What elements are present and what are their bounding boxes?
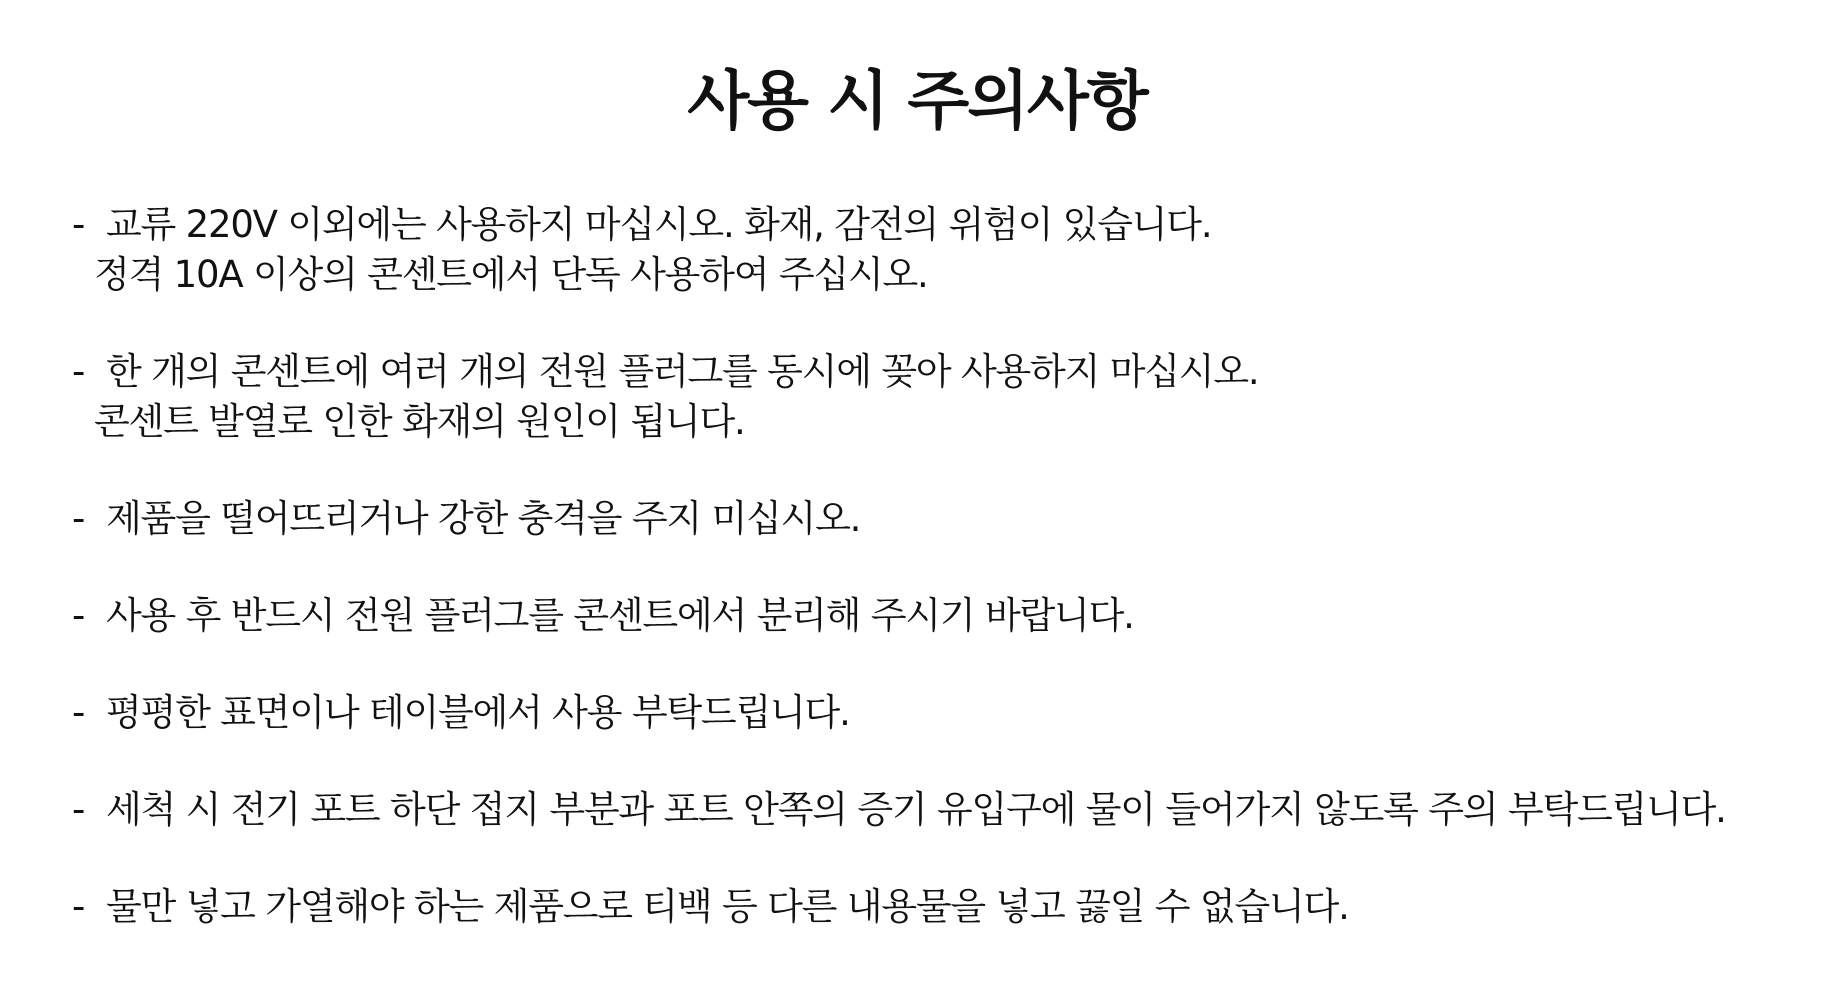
caution-text-line1: 제품을 떨어뜨리거나 강한 충격을 주지 미십시오.: [106, 497, 861, 540]
caution-text-line1: 사용 후 반드시 전원 플러그를 콘센트에서 분리해 주시기 바랍니다.: [106, 594, 1134, 637]
page-title: 사용 시 주의사항: [687, 65, 1147, 139]
caution-text-line1: 물만 넣고 가열해야 하는 제품으로 티백 등 다른 내용물을 넣고 끓일 수 없습니다.: [106, 885, 1349, 928]
caution-text-line1: 세척 시 전기 포트 하단 접지 부분과 포트 안쪽의 증기 유입구에 물이 들어가지 않도록 주의 부탁드립니다.: [106, 788, 1726, 831]
caution-text-line1: 한 개의 콘센트에 여러 개의 전원 플러그를 동시에 꽂아 사용하지 마십시오.: [106, 350, 1259, 393]
caution-item-body: [94, 347, 1259, 447]
caution-item-body: [106, 785, 1726, 835]
bullet-dash: -: [72, 885, 85, 928]
caution-text-line2: 정격 10A 이상의 콘센트에서 단독 사용하여 주십시오.: [94, 253, 928, 296]
caution-list: [72, 200, 1812, 979]
caution-item-water-only: [72, 882, 1812, 932]
bullet-dash: -: [72, 497, 85, 540]
bullet-dash: -: [72, 788, 85, 831]
caution-item-impact: [72, 494, 1812, 544]
bullet-dash: -: [72, 691, 85, 734]
caution-item-body: [106, 494, 860, 544]
caution-item-body: [106, 688, 850, 738]
caution-item-unplug: [72, 591, 1812, 641]
caution-item-cleaning: [72, 785, 1812, 835]
caution-item-flat-surface: [72, 688, 1812, 738]
caution-text-line1: 평평한 표면이나 테이블에서 사용 부탁드립니다.: [106, 691, 850, 734]
caution-item-body: [106, 591, 1134, 641]
caution-item-body: [106, 882, 1349, 932]
bullet-dash: -: [72, 203, 85, 246]
caution-text-line2: 콘센트 발열로 인한 화재의 원인이 됩니다.: [94, 400, 745, 443]
caution-item-body: [94, 200, 1212, 300]
caution-text-line1: 교류 220V 이외에는 사용하지 마십시오. 화재, 감전의 위험이 있습니다.: [106, 203, 1212, 246]
bullet-dash: -: [72, 594, 85, 637]
caution-item-voltage: [72, 200, 1812, 300]
bullet-dash: -: [72, 350, 85, 393]
caution-item-multi-plug: [72, 347, 1812, 447]
